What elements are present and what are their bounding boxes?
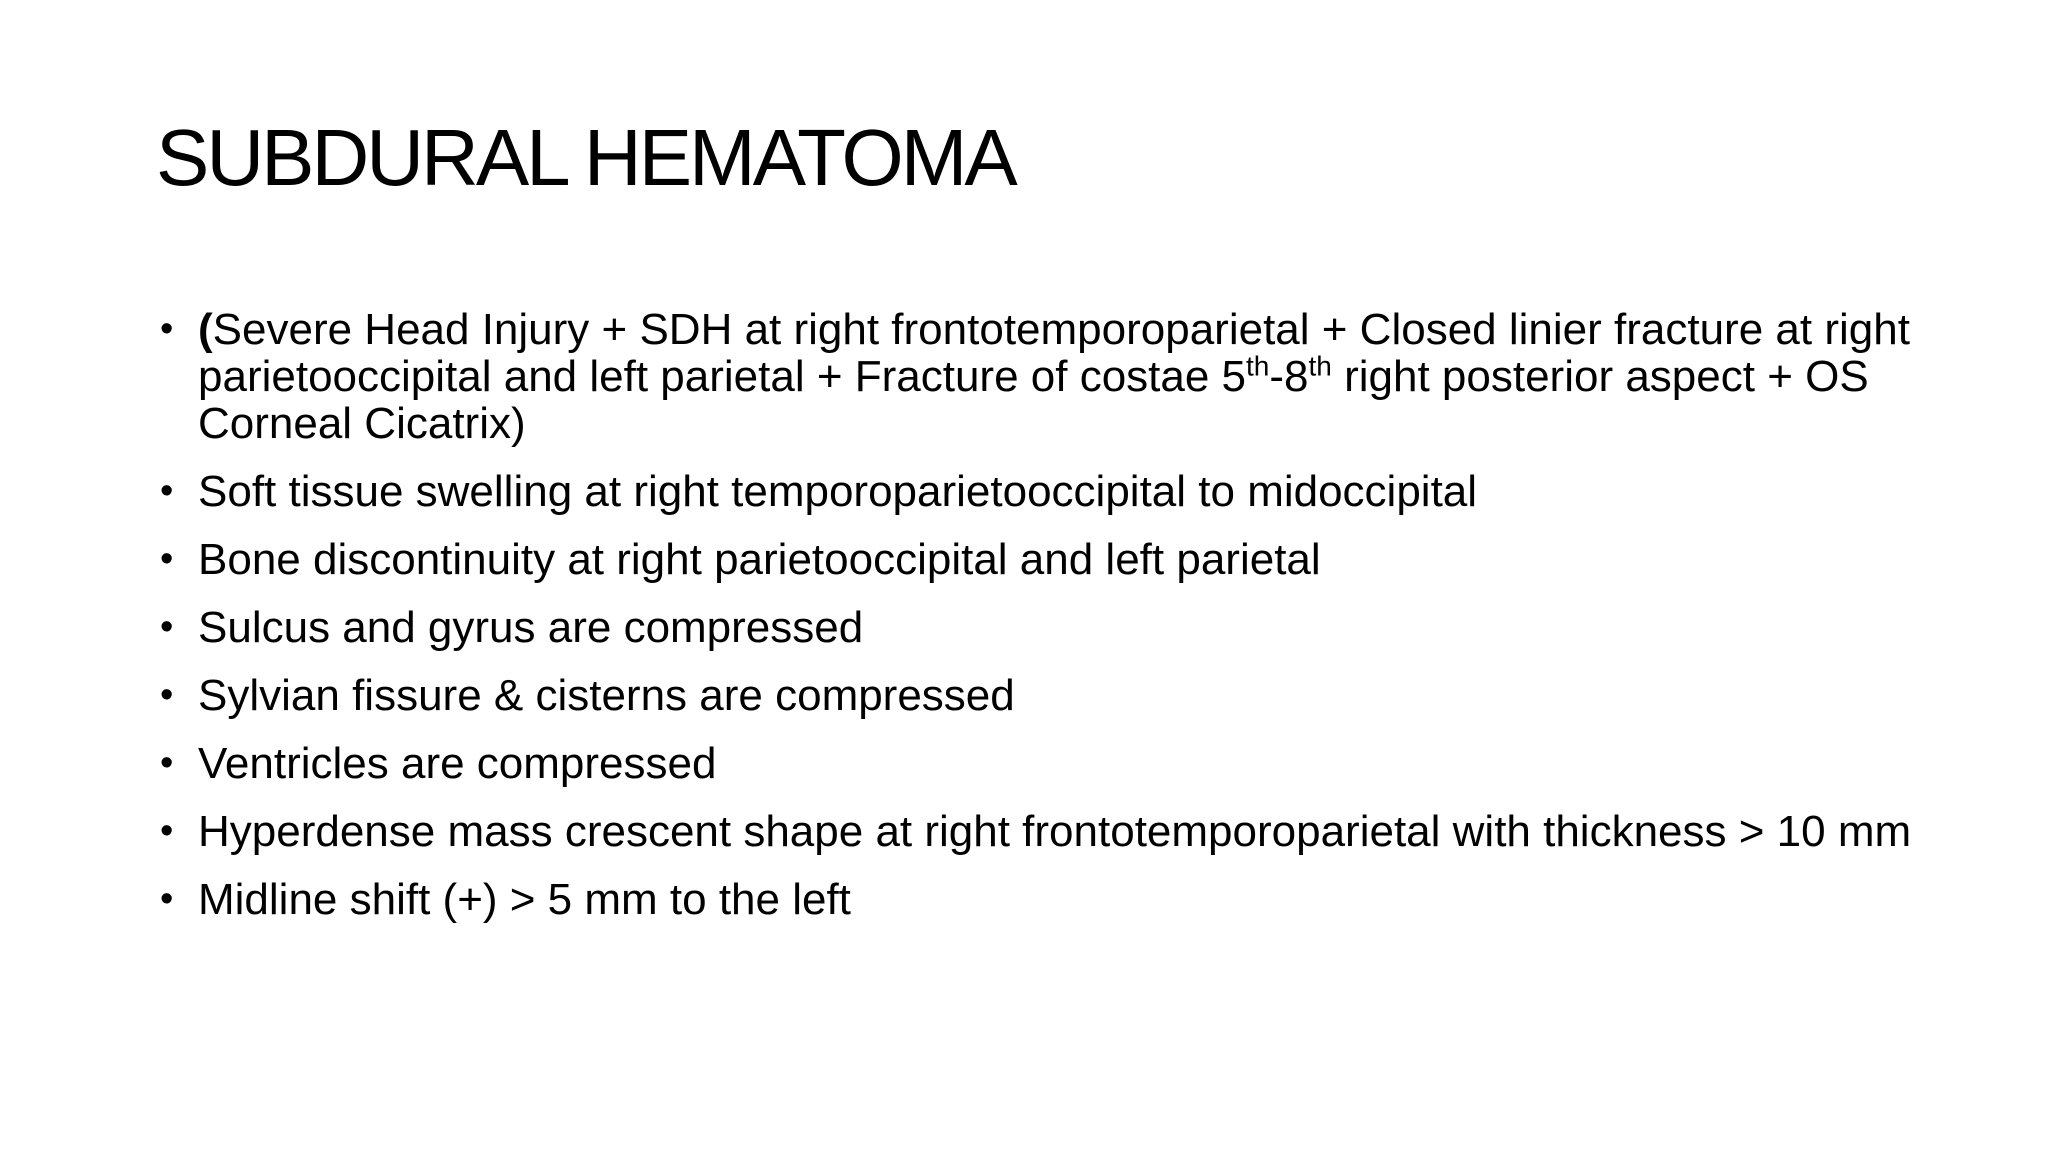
bullet-text: Sylvian fissure & cisterns are compressed (198, 671, 1015, 720)
bullet-item (160, 536, 1940, 583)
bullet-item (160, 876, 1940, 923)
bullet-text-dash: -8 (1269, 352, 1309, 401)
bullet-item (160, 740, 1940, 787)
bullet-open-paren: ( (198, 305, 213, 354)
bullet-item (160, 468, 1940, 515)
bullet-superscript-th-1: th (1246, 350, 1270, 382)
bullet-text-diagnosis-part2: right posterior aspect + OS Corneal Cicatrix) (198, 352, 1869, 448)
bullet-text: Hyperdense mass crescent shape at right frontotemporoparietal with thickness > 10 mm (198, 807, 1912, 856)
bullet-item (160, 604, 1940, 651)
slide-title: SUBDURAL HEMATOMA (156, 113, 1015, 202)
bullet-item (160, 808, 1940, 855)
bullet-superscript-th-2: th (1308, 350, 1332, 382)
bullet-item (160, 672, 1940, 719)
bullet-text: Sulcus and gyrus are compressed (198, 603, 864, 652)
bullet-text-diagnosis-part1: Severe Head Injury + SDH at right frontotemporoparietal + Closed linier fracture at right parietooccipital and left parietal + Fracture of costae 5 (198, 305, 1910, 401)
bullet-list (160, 306, 1940, 944)
bullet-text: Soft tissue swelling at right temporoparietooccipital to midoccipital (198, 467, 1478, 516)
bullet-item-diagnosis (160, 306, 1940, 447)
bullet-text: Ventricles are compressed (198, 739, 717, 788)
bullet-text: Midline shift (+) > 5 mm to the left (198, 875, 851, 924)
bullet-text: Bone discontinuity at right parietooccipital and left parietal (198, 535, 1321, 584)
